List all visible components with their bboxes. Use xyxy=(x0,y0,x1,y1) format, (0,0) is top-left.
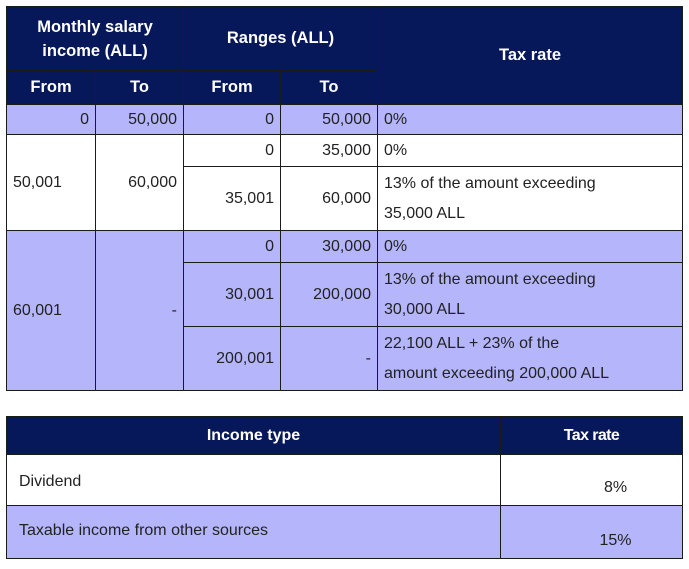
tax-rate-cell xyxy=(378,263,683,327)
range-to-header: To xyxy=(281,71,378,105)
range-from-cell: 0 xyxy=(184,135,281,167)
income-from-cell: 50,001 xyxy=(7,135,96,231)
range-from-cell: 0 xyxy=(184,231,281,263)
tax-rate-cell xyxy=(378,167,683,231)
income-from-cell: 60,001 xyxy=(7,231,96,391)
tax-rate-line: 13% of the amount exceeding xyxy=(384,270,596,288)
tax-rate-line: amount exceeding 200,000 ALL xyxy=(384,364,610,382)
table-row xyxy=(7,455,683,506)
tax-rate-line: 30,000 ALL xyxy=(384,300,465,318)
monthly-income-header: Monthly salary income (ALL) xyxy=(7,7,184,71)
tax-rate-line: 35,000 ALL xyxy=(384,204,465,222)
income-type-cell: Dividend xyxy=(7,455,501,506)
range-from-header: From xyxy=(184,71,281,105)
tax-rate-cell xyxy=(378,327,683,391)
tax-rate-line: 22,100 ALL + 23% of the xyxy=(384,334,560,352)
table-row xyxy=(7,231,683,263)
tax-rate-header: Tax rate xyxy=(378,7,683,105)
range-to-cell: 35,000 xyxy=(281,135,378,167)
range-to-cell: 30,000 xyxy=(281,231,378,263)
income-from-cell: 0 xyxy=(7,105,96,135)
range-to-cell: - xyxy=(281,327,378,391)
range-from-cell: 30,001 xyxy=(184,263,281,327)
income-type-table xyxy=(6,416,683,559)
range-to-cell: 60,000 xyxy=(281,167,378,231)
income-tax-rate-header: Tax rate xyxy=(501,417,683,455)
range-to-cell: 200,000 xyxy=(281,263,378,327)
tax-rate-line: 13% of the amount exceeding xyxy=(384,174,596,192)
income-type-cell: Taxable income from other sources xyxy=(7,506,501,559)
income-to-cell: 50,000 xyxy=(96,105,184,135)
range-to-cell: 50,000 xyxy=(281,105,378,135)
income-rate-cell: 15% xyxy=(501,506,683,559)
income-to-header: To xyxy=(96,71,184,105)
range-from-cell: 200,001 xyxy=(184,327,281,391)
income-type-header: Income type xyxy=(7,417,501,455)
income-rate-cell: 8% xyxy=(501,455,683,506)
range-from-cell: 35,001 xyxy=(184,167,281,231)
table-row xyxy=(7,135,683,167)
income-to-cell: 60,000 xyxy=(96,135,184,231)
income-to-cell: - xyxy=(96,231,184,391)
ranges-header: Ranges (ALL) xyxy=(184,7,378,71)
tax-rate-cell: 0% xyxy=(378,135,683,167)
income-from-header: From xyxy=(7,71,96,105)
range-from-cell: 0 xyxy=(184,105,281,135)
tax-rate-cell: 0% xyxy=(378,231,683,263)
tax-rate-cell: 0% xyxy=(378,105,683,135)
table-row xyxy=(7,105,683,135)
salary-tax-table xyxy=(6,6,683,391)
table-row xyxy=(7,506,683,559)
